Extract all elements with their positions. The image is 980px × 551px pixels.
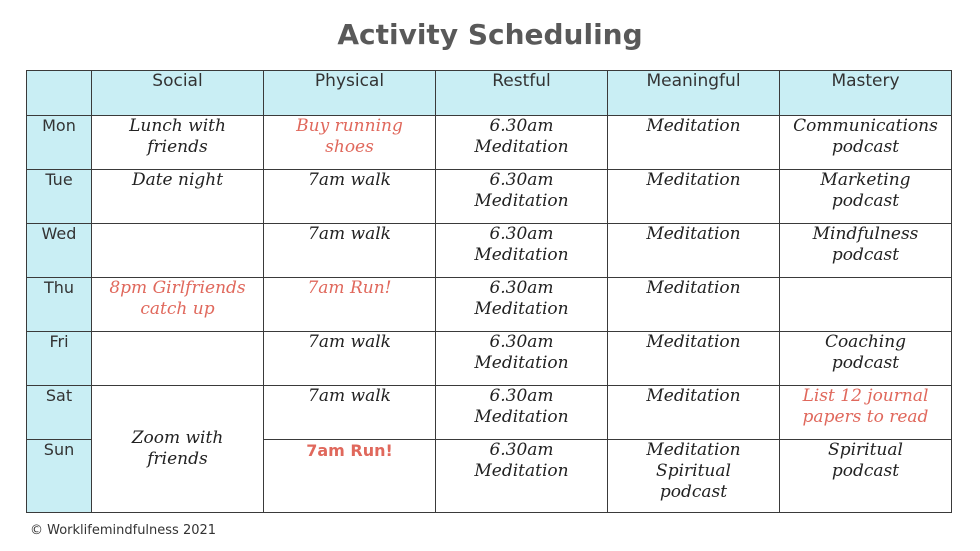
- cell-line: Meditation: [474, 245, 569, 265]
- cell-line: 6.30am: [489, 224, 554, 244]
- table-cell: [608, 116, 780, 170]
- table-cell: [264, 440, 436, 513]
- row-header-day: Sat: [27, 386, 92, 440]
- page-title: Activity Scheduling: [337, 18, 643, 51]
- cell-line: Meditation: [646, 278, 741, 298]
- table-row: [27, 386, 952, 440]
- table-cell: [264, 224, 436, 278]
- table-cell: [780, 170, 952, 224]
- cell-line: Lunch with: [129, 116, 226, 136]
- table-cell: [608, 332, 780, 386]
- cell-line: Zoom with: [131, 428, 224, 448]
- cell-line: 7am Run!: [307, 278, 392, 298]
- table-cell: [780, 440, 952, 513]
- table-cell: [92, 224, 264, 278]
- cell-line: Meditation: [474, 407, 569, 427]
- cell-line: Meditation: [646, 332, 741, 352]
- cell-line: Meditation: [646, 440, 741, 460]
- copyright-footer: © Worklifemindfulness 2021: [30, 523, 217, 538]
- cell-line: 6.30am: [489, 170, 554, 190]
- row-header-day: Sun: [27, 440, 92, 513]
- table-cell: [608, 386, 780, 440]
- table-row: [27, 116, 952, 170]
- column-header-mastery: Mastery: [780, 71, 952, 116]
- cell-line: 6.30am: [489, 278, 554, 298]
- cell-line: Coaching: [824, 332, 907, 352]
- cell-line: Marketing: [820, 170, 911, 190]
- cell-line: 8pm Girlfriends: [109, 278, 246, 298]
- cell-line: podcast: [831, 461, 900, 481]
- column-header-restful: Restful: [436, 71, 608, 116]
- table-cell: [780, 116, 952, 170]
- row-header-day: Wed: [27, 224, 92, 278]
- table-cell: [264, 116, 436, 170]
- cell-line: catch up: [140, 299, 215, 319]
- table-cell: [264, 278, 436, 332]
- table-cell: [608, 278, 780, 332]
- table-cell: [92, 116, 264, 170]
- cell-line: 7am walk: [308, 224, 391, 244]
- cell-line: 7am walk: [308, 170, 391, 190]
- table-row: [27, 332, 952, 386]
- cell-line: 6.30am: [489, 332, 554, 352]
- table-cell: [436, 440, 608, 513]
- cell-line: Meditation: [646, 386, 741, 406]
- cell-line: Meditation: [474, 461, 569, 481]
- cell-line: Meditation: [474, 191, 569, 211]
- cell-line: friends: [147, 137, 208, 157]
- cell-line: podcast: [831, 191, 900, 211]
- cell-line: 6.30am: [489, 440, 554, 460]
- table-cell: [608, 224, 780, 278]
- cell-line: podcast: [831, 353, 900, 373]
- table-cell: [608, 170, 780, 224]
- table-row: [27, 224, 952, 278]
- cell-line: Spiritual: [828, 440, 903, 460]
- cell-line: Mindfulness: [812, 224, 919, 244]
- cell-line: Communications: [793, 116, 938, 136]
- table-cell: [780, 386, 952, 440]
- cell-line: Meditation: [646, 170, 741, 190]
- table-cell: [436, 116, 608, 170]
- table-cell: [436, 224, 608, 278]
- cell-line: podcast: [831, 137, 900, 157]
- table-cell: [92, 332, 264, 386]
- row-header-day: Fri: [27, 332, 92, 386]
- cell-line: podcast: [659, 482, 728, 502]
- table-cell: [436, 386, 608, 440]
- row-header-day: Tue: [27, 170, 92, 224]
- cell-line: Spiritual: [656, 461, 731, 481]
- column-header-meaningful: Meaningful: [608, 71, 780, 116]
- table-cell: [92, 170, 264, 224]
- cell-line: 6.30am: [489, 116, 554, 136]
- table-row: [27, 170, 952, 224]
- table-row: [27, 278, 952, 332]
- cell-line: Meditation: [474, 137, 569, 157]
- column-header-physical: Physical: [264, 71, 436, 116]
- cell-line: Date night: [131, 170, 224, 190]
- row-header-day: Thu: [27, 278, 92, 332]
- table-cell: [436, 332, 608, 386]
- cell-line: 7am walk: [308, 386, 391, 406]
- cell-line: 6.30am: [489, 386, 554, 406]
- column-header-social: Social: [92, 71, 264, 116]
- cell-line: 7am Run!: [306, 441, 393, 460]
- schedule-table: [26, 70, 952, 513]
- row-header-day: Mon: [27, 116, 92, 170]
- cell-line: List 12 journal: [802, 386, 929, 406]
- cell-line: podcast: [831, 245, 900, 265]
- cell-line: Meditation: [646, 224, 741, 244]
- cell-line: Meditation: [646, 116, 741, 136]
- corner-cell: [27, 71, 92, 116]
- table-cell: [264, 332, 436, 386]
- table-cell: [780, 332, 952, 386]
- cell-line: shoes: [325, 137, 374, 157]
- table-cell: [608, 440, 780, 513]
- table-cell: [780, 224, 952, 278]
- table-cell: [92, 278, 264, 332]
- table-cell: [264, 170, 436, 224]
- cell-line: 7am walk: [308, 332, 391, 352]
- table-cell: [436, 278, 608, 332]
- table-cell: [92, 386, 264, 513]
- cell-line: friends: [147, 449, 208, 469]
- table-cell: [436, 170, 608, 224]
- cell-line: Buy running: [296, 116, 403, 136]
- header-row: [27, 71, 952, 116]
- cell-line: Meditation: [474, 299, 569, 319]
- cell-line: Meditation: [474, 353, 569, 373]
- table-cell: [264, 386, 436, 440]
- cell-line: papers to read: [802, 407, 929, 427]
- table-cell: [780, 278, 952, 332]
